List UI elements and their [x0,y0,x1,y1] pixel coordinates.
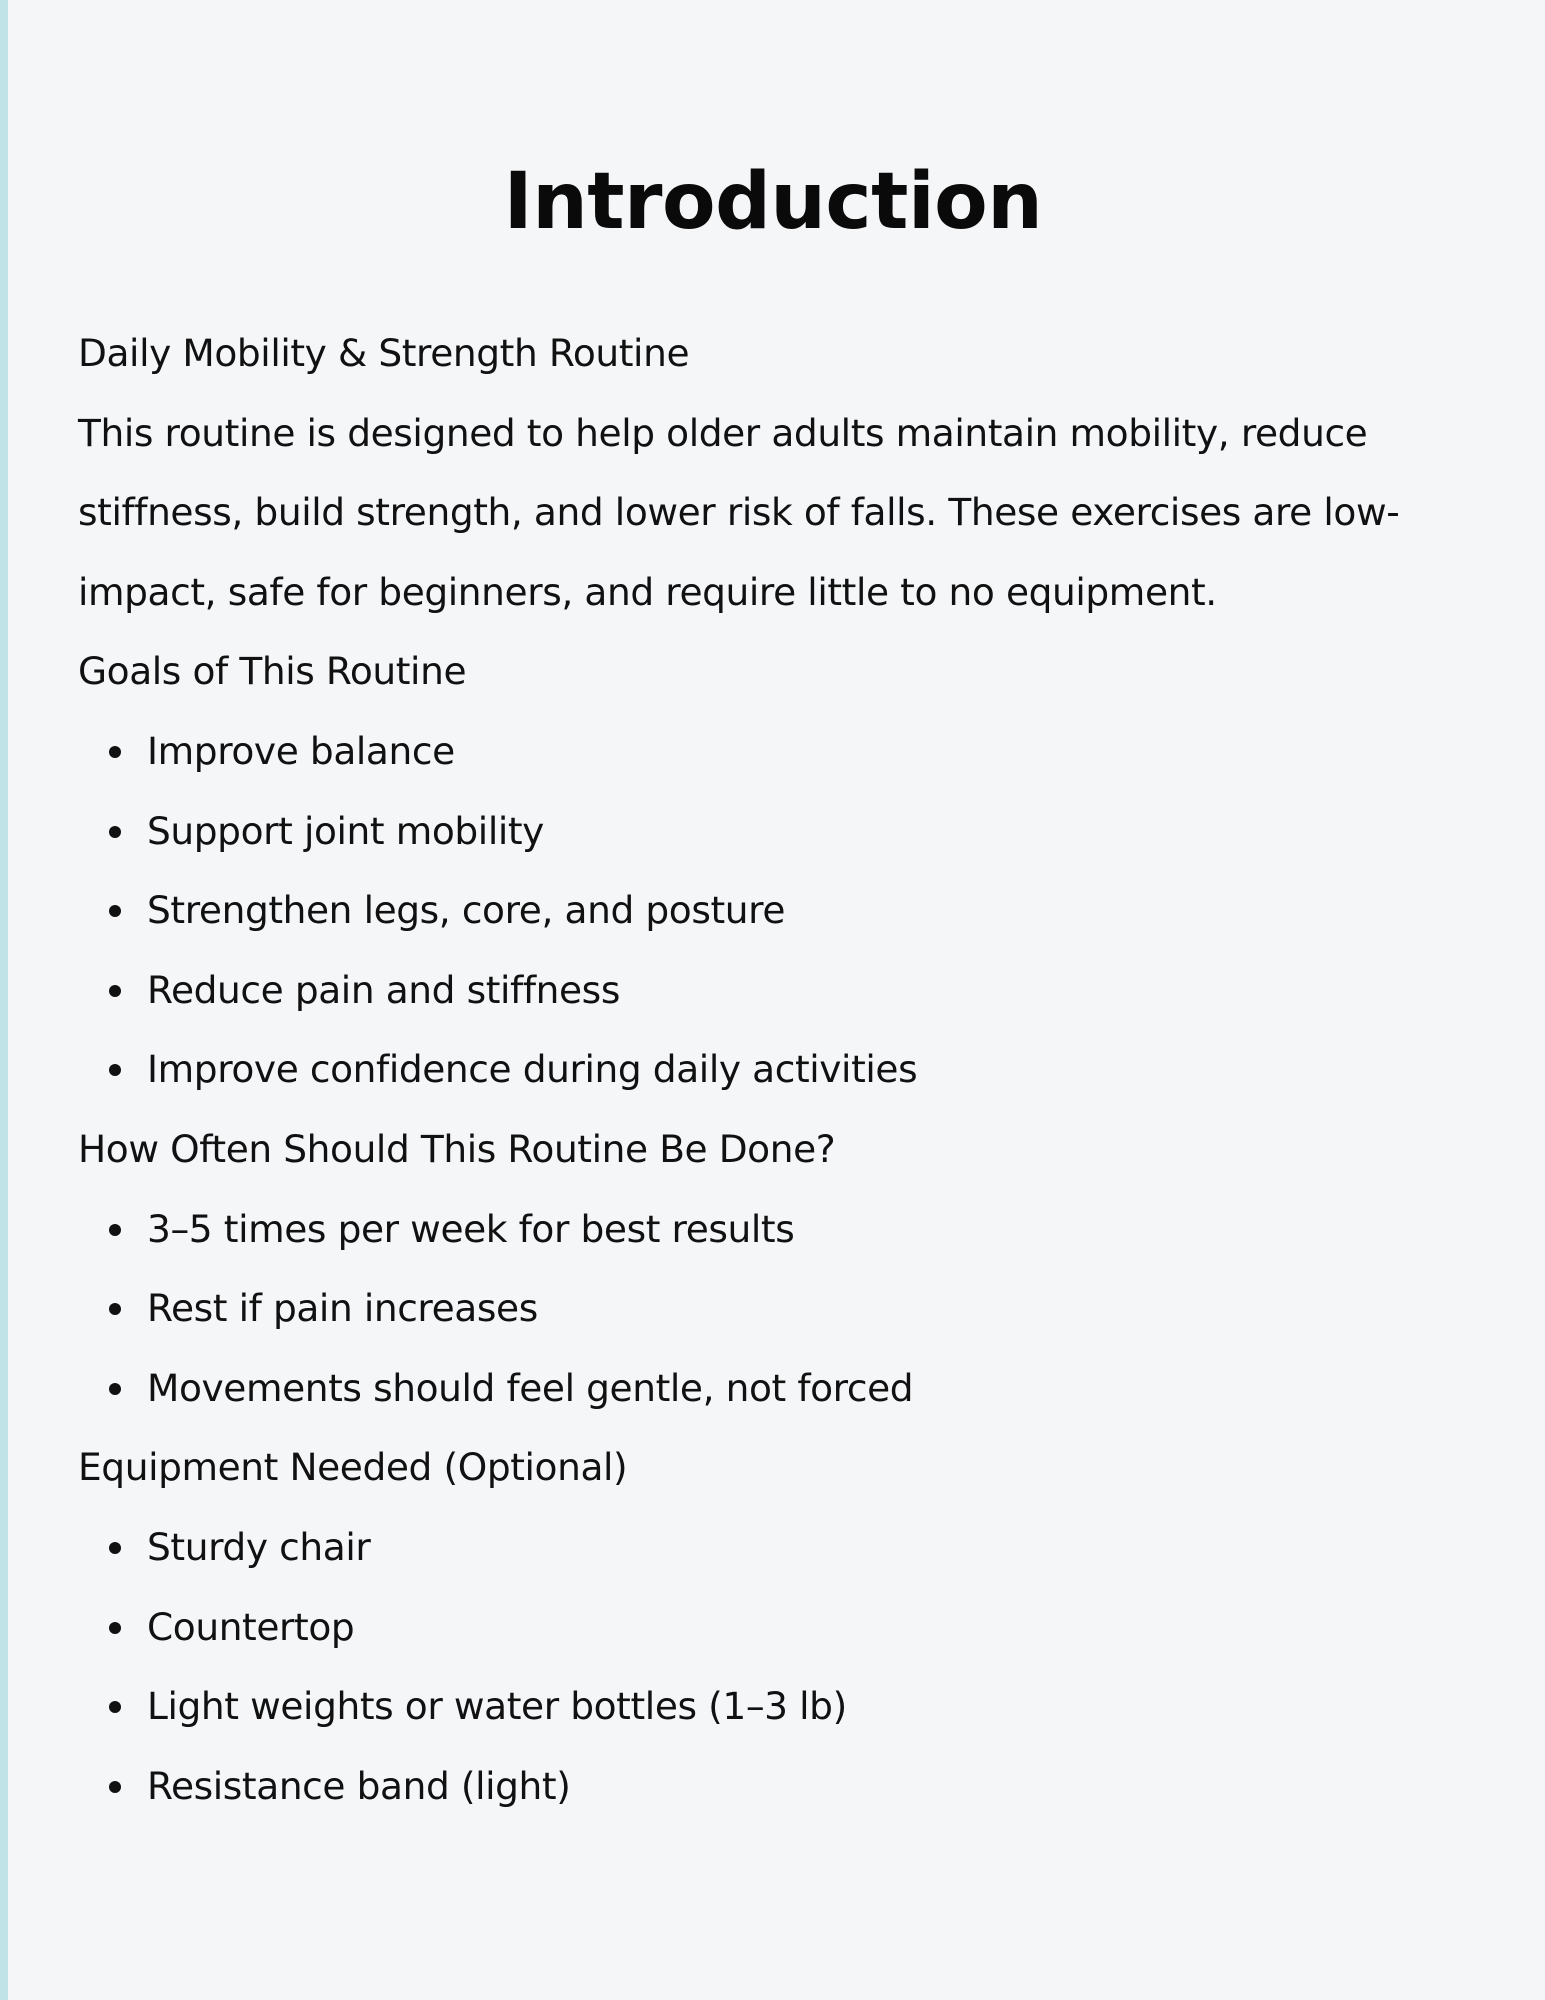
list-item [147,1190,1478,1270]
left-edge-rule [0,0,8,2000]
bullet-icon [109,1542,121,1554]
list-item-text: Movements should feel gentle, not forced [147,1365,914,1410]
bullet-icon [109,905,121,917]
list-item [147,1588,1478,1668]
list-item [147,1349,1478,1429]
list-item [147,1667,1478,1747]
list-item-text: Strengthen legs, core, and posture [147,888,785,933]
list-item [147,1269,1478,1349]
section-heading-goals: Goals of This Routine [78,649,467,694]
section-heading-equipment: Equipment Needed (Optional) [78,1445,628,1490]
list-item-text: Countertop [147,1604,355,1649]
list-item-text: 3–5 times per week for best results [147,1206,795,1251]
list-item-text: Reduce pain and stiffness [147,967,620,1012]
list-item [147,871,1478,951]
list-item [147,712,1478,792]
bullet-icon [109,1781,121,1793]
list-item-text: Light weights or water bottles (1–3 lb) [147,1684,847,1729]
bullet-icon [109,826,121,838]
section-heading-frequency: How Often Should This Routine Be Done? [78,1126,836,1171]
list-item [147,951,1478,1031]
bullet-icon [109,1622,121,1634]
list-item [147,1747,1478,1827]
list-item-text: Rest if pain increases [147,1286,538,1331]
bullet-icon [109,1701,121,1713]
list-item [147,792,1478,872]
list-item [147,1030,1478,1110]
bullet-icon [109,1383,121,1395]
bullet-icon [109,746,121,758]
list-item-text: Support joint mobility [147,808,544,853]
description-line: impact, safe for beginners, and require little to no equipment. [78,569,1217,614]
list-item [147,1508,1478,1588]
bullet-icon [109,1224,121,1236]
list-item-text: Resistance band (light) [147,1763,571,1808]
bullet-icon [109,1303,121,1315]
bullet-icon [109,985,121,997]
description-line: stiffness, build strength, and lower risk of falls. These exercises are low- [78,490,1400,535]
equipment-list [78,1508,1478,1826]
document-body [78,314,1478,1826]
list-item-text: Sturdy chair [147,1524,371,1569]
page-title: Introduction [503,157,1043,247]
list-item-text: Improve confidence during daily activities [147,1047,918,1092]
frequency-list [78,1190,1478,1429]
description-line: This routine is designed to help older adults maintain mobility, reduce [78,410,1368,455]
list-item-text: Improve balance [147,728,455,773]
goals-list [78,712,1478,1110]
routine-name: Daily Mobility & Strength Routine [78,331,690,375]
bullet-icon [109,1064,121,1076]
